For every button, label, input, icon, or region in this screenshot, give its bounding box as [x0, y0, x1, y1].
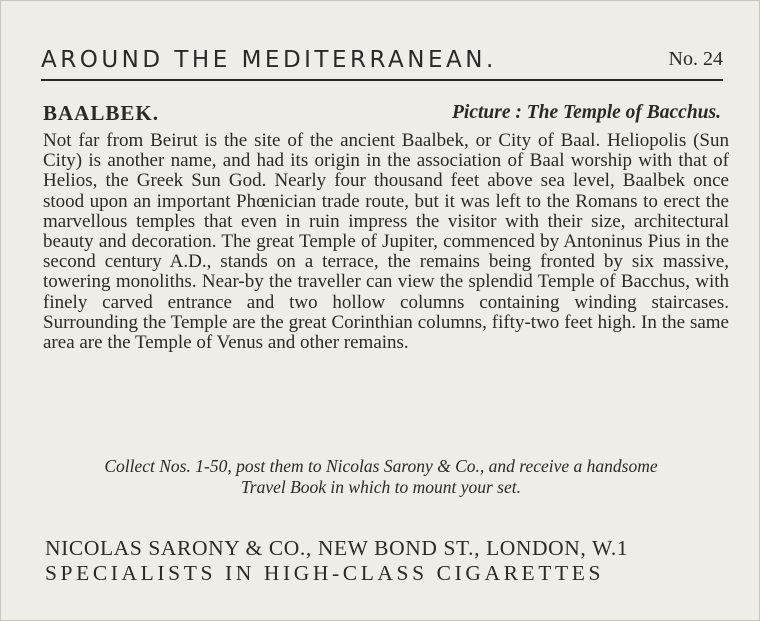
card-number: No. 24 — [668, 48, 723, 70]
collect-note: Collect Nos. 1-50, post them to Nicolas Sarony & Co., and receive a handsome Travel Book in which to mount your set. — [104, 456, 658, 497]
header-rule — [41, 79, 723, 81]
place-heading: BAALBEK. — [43, 101, 159, 125]
tagline: SPECIALISTS IN HIGH-CLASS CIGARETTES — [45, 561, 605, 585]
publisher-line: NICOLAS SARONY & CO., NEW BOND ST., LONDON, W.1 — [45, 536, 629, 560]
description-text: Not far from Beirut is the site of the ancient Baalbek, or City of Baal. Heliopolis (Sun City) is another name, and had its origin in the association of Baal worship with that of Helios, the Greek Sun God. Nearly four thousand feet above sea level, Baalbek once stood upon an important Phœnician trade route, but it was left to the Romans to erect the marvellous temples that even in ruin impress the visitor with their size, architectural beauty and decoration. The great Temple of Jupiter, commenced by Antoninus Pius in the second century A.D., stands on a terrace, the remains being fronted by six massive, towering monoliths. Near-by the traveller can view the splendid Temple of Bacchus, with finely carved entrance and two hollow columns containing winding staircases. Surrounding the Temple are the great Corinthian columns, fifty-two feet high. In the same area are the Temple of Venus and other remains. — [43, 130, 729, 354]
picture-caption: Picture : The Temple of Bacchus. — [451, 102, 721, 123]
series-title: AROUND THE MEDITERRANEAN. — [41, 47, 497, 73]
